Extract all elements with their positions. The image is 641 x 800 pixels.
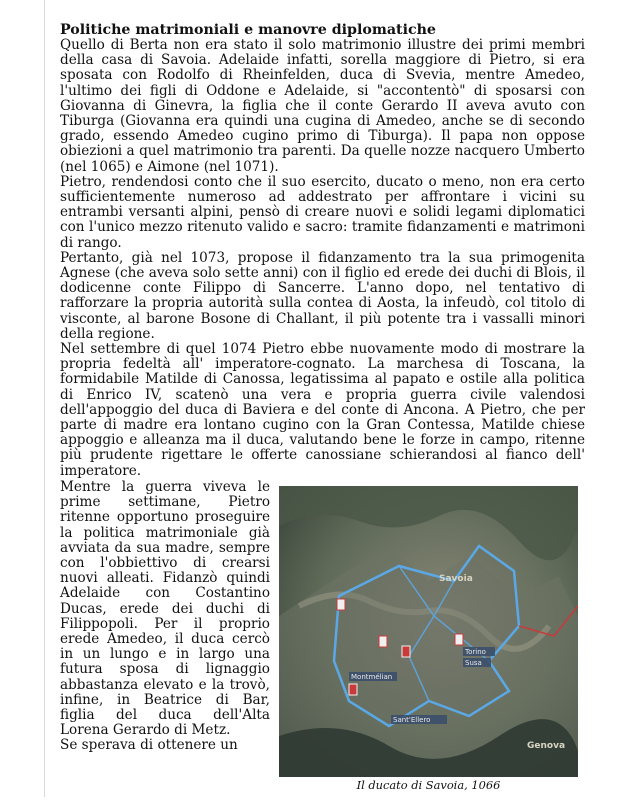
- text-with-figure: [60, 480, 585, 800]
- map-label-genova: Genova: [527, 740, 566, 751]
- side-column: [60, 480, 270, 754]
- map-drawing: [279, 486, 578, 777]
- map-label-montmelian: Montmélian: [351, 672, 393, 681]
- figure-caption: Il ducato di Savoia, 1066: [356, 777, 501, 792]
- paragraph-4: Nel settembre di quel 1074 Pietro ebbe nuovamente modo di mostrare la propria fedeltà all' imperatore-cognato. La marchesa di Toscana, la formidabile Matilde di Canossa, legatissima al papato e ostile alla politica di Enrico IV, scatenò una vera e propria guerra civile valendosi dell'appoggio del duca di Baviera e del conte di Ancona. A Pietro, che per parte di madre era lontano cugino con la Gran Contessa, Matilde chiese appoggio e alleanza ma il duca, valutando bene le forze in campo, ritenne più prudente rigettare le offerte canossiane schierandosi al fianco dell' imperatore.: [60, 341, 585, 479]
- shield-icon: [349, 684, 357, 695]
- map-label-susa: Susa: [465, 658, 482, 667]
- side-paragraph-1: Mentre la guerra viveva le prime settimane, Pietro ritenne opportuno proseguire la politica matrimoniale già avviata da sua madre, sempre con l'obbiettivo di crearsi nuovi alleati. Fidanzò quindi Adelaide con Costantino Ducas, erede dei duchi di Filippopoli. Per il proprio erede Amedeo, il duca cercò in un lungo e in largo una futura sposa di lignaggio abbastanza elevato e la trovò, infine, in Beatrice di Bar, figlia del duca dell'Alta Lorena Gerardo di Metz.: [60, 478, 270, 739]
- paragraph-2: Pietro, rendendosi conto che il suo esercito, ducato o meno, non era certo sufficientemente numeroso ad addestrato per affrontare i vicini su entrambi versanti alpini, pensò di creare nuovi e solidi legami diplomatici con l'unico mezzo ritenuto valido e sacro: tramite fidanzamenti e matrimoni di rango.: [60, 173, 585, 251]
- map-label-torino: Torino: [465, 647, 486, 656]
- map-image: [279, 486, 578, 777]
- map-figure: [279, 486, 585, 791]
- map-label-savoia: Savoia: [439, 573, 473, 584]
- map-label-santellero: Sant'Ellero: [393, 715, 431, 724]
- paragraph-3: Pertanto, già nel 1073, propose il fidanzamento tra la sua primogenita Agnese (che aveva solo sette anni) con il figlio ed erede dei duchi di Blois, il dodicenne conte Filippo di Sancerre. L'anno dopo, nel tentativo di rafforzare la propria autorità sulla contea di Aosta, la infeudò, col titolo di visconte, al barone Bosone di Challant, il più potente tra i vassalli minori della regione.: [60, 249, 585, 342]
- section-heading: Politiche matrimoniali e manovre diplomatiche: [60, 22, 436, 38]
- document-page: [60, 22, 585, 800]
- castle-icon: [379, 636, 387, 647]
- castle-icon: [337, 599, 345, 610]
- paragraph-1: Quello di Berta non era stato il solo matrimonio illustre dei primi membri della casa di Savoia. Adelaide infatti, sorella maggiore di Pietro, si era sposata con Rodolfo di Rheinfelden, duca di Svevia, mentre Amedeo, l'ultimo dei figli di Oddone e Adelaide, si "accontentò" di sposarsi con Giovanna di Ginevra, la figlia che il conte Gerardo II aveva avuto con Tiburga (Giovanna era quindi una cugina di Amedeo, anche se di secondo grado, essendo Amedeo cugino primo di Tiburga). Il papa non oppose obiezioni a quel matrimonio tra parenti. Da quelle nozze nacquero Umberto (nel 1065) e Aimone (nel 1071).: [60, 37, 585, 175]
- castle-icon: [455, 634, 463, 645]
- shield-icon: [402, 646, 410, 657]
- side-paragraph-2: Se sperava di ottenere un: [60, 737, 238, 754]
